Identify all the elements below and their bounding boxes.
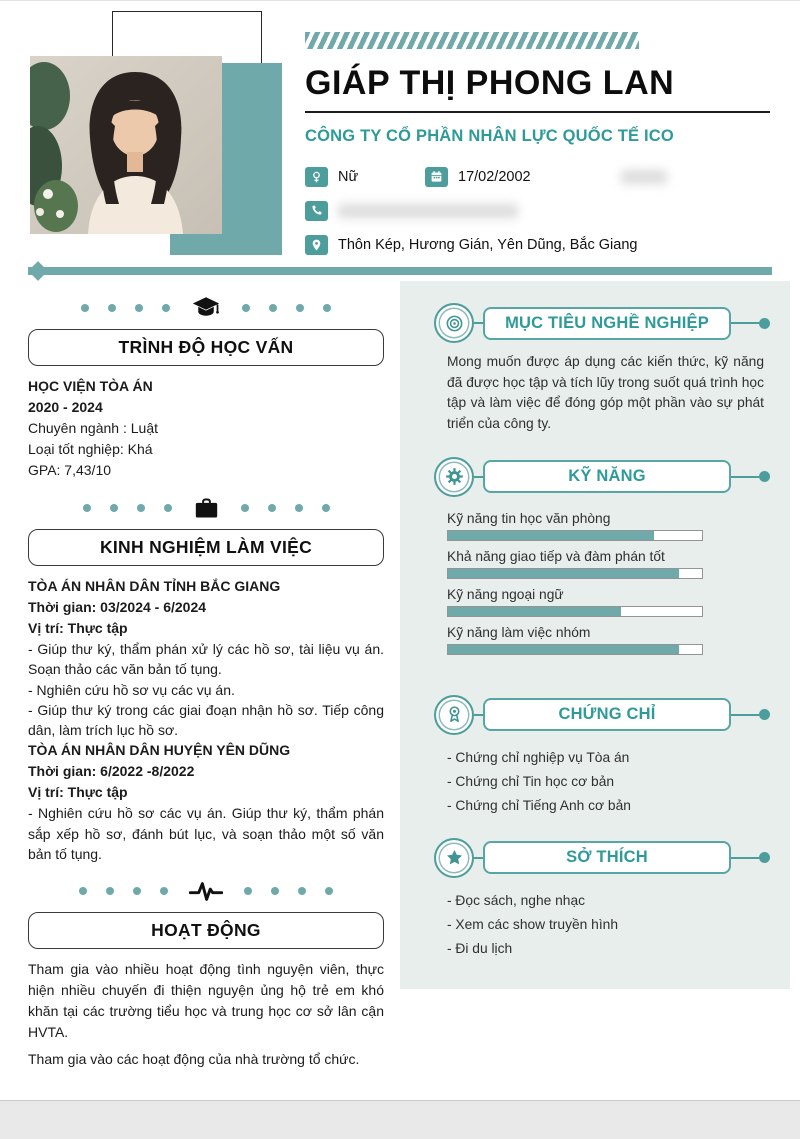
section-education — [28, 295, 384, 481]
header-right — [305, 32, 770, 268]
dot — [296, 304, 304, 312]
section-decoration — [28, 495, 384, 521]
dot — [110, 504, 118, 512]
connector-line — [474, 857, 483, 860]
dot — [162, 304, 170, 312]
section-decoration — [28, 878, 384, 904]
skill-bar-fill — [448, 645, 679, 654]
briefcase-icon — [193, 496, 220, 521]
graduation-cap-icon — [191, 296, 221, 321]
skills-body — [434, 497, 770, 655]
header — [0, 1, 800, 267]
birthday-item — [425, 167, 595, 187]
skill-label: Kỹ năng tin học văn phòng — [447, 510, 611, 526]
skill-label: Khả năng giao tiếp và đàm phán tốt — [447, 548, 665, 564]
dot — [295, 504, 303, 512]
dot — [298, 887, 306, 895]
experience-title: KINH NGHIỆM LÀM VIỆC — [28, 529, 384, 566]
job-detail: - Giúp thư ký trong các giai đoạn nhận hồ sơ. Tiếp công dân, làm trích lục hồ sơ. — [28, 701, 384, 739]
location-icon — [305, 235, 328, 255]
body-columns — [0, 281, 800, 1076]
dot — [322, 504, 330, 512]
activity-pulse-icon — [189, 879, 223, 904]
dot — [241, 504, 249, 512]
section-activities — [28, 878, 384, 1070]
job-position: Vị trí: Thực tập — [28, 620, 128, 636]
skill-bar-fill — [448, 531, 654, 540]
dot — [160, 887, 168, 895]
phone-icon — [305, 201, 328, 221]
section-experience — [28, 495, 384, 864]
redacted-contact — [338, 204, 518, 218]
job-time: Thời gian: 03/2024 - 6/2024 — [28, 599, 207, 615]
skill-bar — [447, 530, 703, 541]
objective-body — [434, 343, 770, 435]
connector-line — [474, 714, 483, 717]
birthday-value: 17/02/2002 — [458, 168, 531, 185]
job-detail: - Nghiên cứu hồ sơ vụ các vụ án. — [28, 681, 235, 698]
header-divider-bar — [28, 267, 772, 275]
connector-dot — [759, 318, 770, 329]
job-employer: TÒA ÁN NHÂN DÂN HUYỆN YÊN DŨNG — [28, 742, 291, 759]
section-header — [434, 457, 770, 497]
section-skills — [434, 457, 770, 655]
connector-dot — [759, 471, 770, 482]
education-major: Chuyên ngành : Luật — [28, 420, 158, 436]
page-margin-bottom — [0, 1101, 800, 1139]
dot — [137, 504, 145, 512]
company-name: CÔNG TY CỔ PHẦN NHÂN LỰC QUỐC TẾ ICO — [305, 127, 674, 146]
gender-item — [305, 167, 425, 187]
dot — [269, 304, 277, 312]
dot — [268, 504, 276, 512]
gender-icon — [305, 167, 328, 187]
skill-label: Kỹ năng ngoại ngữ — [447, 586, 564, 602]
education-years: 2020 - 2024 — [28, 399, 103, 415]
section-header — [434, 838, 770, 878]
right-panel — [400, 281, 790, 989]
dot — [135, 304, 143, 312]
gender-value: Nữ — [338, 168, 359, 185]
connector-dot — [759, 852, 770, 863]
skill-item — [447, 625, 764, 655]
objective-text: Mong muốn được áp dụng các kiến thức, kỹ năng đã được học tập và tích lũy trong suốt quá trình học tập và làm việc để đóng góp một phần vào sự phát triển của công ty. — [447, 354, 764, 432]
hobby-item: - Xem các show truyền hình — [447, 916, 619, 932]
hobby-item: - Đọc sách, nghe nhạc — [447, 892, 586, 908]
job-employer: TÒA ÁN NHÂN DÂN TỈNH BẮC GIANG — [28, 578, 281, 594]
left-column — [0, 281, 400, 1076]
activities-title: HOẠT ĐỘNG — [28, 912, 384, 949]
section-objective — [434, 303, 770, 435]
certificates-title: CHỨNG CHỈ — [483, 698, 731, 731]
target-icon — [434, 303, 474, 343]
dot — [323, 304, 331, 312]
address-value: Thôn Kép, Hương Gián, Yên Dũng, Bắc Giang — [338, 236, 638, 253]
education-content — [28, 376, 384, 481]
job-detail: - Giúp thư ký, thẩm phán xử lý các hồ sơ, tài liệu vụ án. Soạn thảo các văn bản tố tụng. — [28, 641, 384, 678]
education-gpa: GPA: 7,43/10 — [28, 462, 112, 478]
job-detail: - Nghiên cứu hồ sơ các vụ án. Giúp thư ký, thẩm phán sắp xếp hồ sơ, đánh bút lục, và soạn thảo một số văn bản tố tụng. — [28, 805, 384, 863]
activities-content — [28, 959, 384, 1070]
skill-item — [447, 549, 764, 579]
skill-bar — [447, 644, 703, 655]
connector-line — [731, 857, 759, 860]
info-row-3 — [305, 234, 770, 255]
activities-paragraph: Tham gia vào nhiều hoạt động tình nguyện viên, thực hiện nhiều chuyến đi thiện nguyện ủng hộ trẻ em khó khăn tại các trường tiểu học và trung học cơ sở lân cận HVTA. — [28, 961, 384, 1041]
skill-bar — [447, 568, 703, 579]
name-underline — [305, 111, 770, 113]
section-decoration — [28, 295, 384, 321]
skills-title: KỸ NĂNG — [483, 460, 731, 493]
dot — [164, 504, 172, 512]
skill-item — [447, 511, 764, 541]
contact-info — [305, 166, 770, 255]
skill-item — [447, 587, 764, 617]
job-position: Vị trí: Thực tập — [28, 784, 128, 801]
hobby-item: - Đi du lịch — [447, 940, 513, 956]
photo-area — [28, 9, 284, 261]
dot — [106, 887, 114, 895]
section-hobbies — [434, 838, 770, 959]
dot — [133, 887, 141, 895]
section-certificates — [434, 695, 770, 816]
skill-bar-fill — [448, 569, 679, 578]
connector-line — [731, 322, 759, 325]
section-header — [434, 695, 770, 735]
dot — [81, 304, 89, 312]
info-row-2 — [305, 200, 770, 221]
section-header — [434, 303, 770, 343]
dot — [271, 887, 279, 895]
certificate-item: - Chứng chỉ Tiếng Anh cơ bản — [447, 797, 631, 813]
connector-dot — [759, 709, 770, 720]
connector-line — [474, 476, 483, 479]
connector-line — [731, 714, 759, 717]
objective-title: MỤC TIÊU NGHỀ NGHIỆP — [483, 307, 731, 340]
dot — [108, 304, 116, 312]
dot — [244, 887, 252, 895]
education-title: TRÌNH ĐỘ HỌC VẤN — [28, 329, 384, 366]
dot — [83, 504, 91, 512]
activities-paragraph: Tham gia vào các hoạt động của nhà trường tổ chức. — [28, 1051, 360, 1068]
dot — [242, 304, 250, 312]
certificate-item: - Chứng chỉ Tin học cơ bản — [447, 773, 615, 789]
skill-bar — [447, 606, 703, 617]
dot — [325, 887, 333, 895]
star-icon — [434, 838, 474, 878]
connector-line — [731, 476, 759, 479]
skill-label: Kỹ năng làm việc nhóm — [447, 624, 591, 640]
school-name: HỌC VIỆN TÒA ÁN — [28, 378, 153, 394]
gear-icon — [434, 457, 474, 497]
candidate-name: GIÁP THỊ PHONG LAN — [305, 64, 675, 102]
medal-icon — [434, 695, 474, 735]
certificates-body — [434, 735, 770, 816]
education-grade: Loại tốt nghiệp: Khá — [28, 441, 153, 457]
job-time: Thời gian: 6/2022 -8/2022 — [28, 763, 195, 780]
info-row-1 — [305, 166, 770, 187]
calendar-icon — [425, 167, 448, 187]
hobbies-title: SỞ THÍCH — [483, 841, 731, 874]
certificate-item: - Chứng chỉ nghiệp vụ Tòa án — [447, 749, 630, 765]
decor-hatched-bar — [305, 32, 639, 49]
hobbies-body — [434, 878, 770, 959]
connector-line — [474, 322, 483, 325]
profile-photo — [30, 56, 222, 234]
experience-content — [28, 576, 384, 864]
skill-bar-fill — [448, 607, 621, 616]
redacted-info — [621, 170, 667, 184]
dot — [79, 887, 87, 895]
